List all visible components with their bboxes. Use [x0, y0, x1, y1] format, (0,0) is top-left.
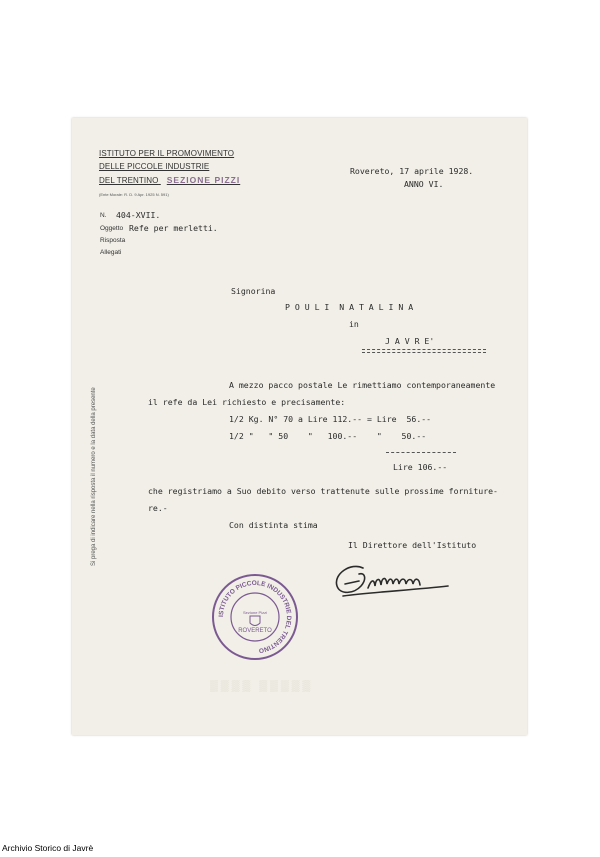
- place-date: Rovereto, 17 aprile 1928.: [350, 166, 474, 176]
- closing: Con distinta stima: [229, 520, 318, 530]
- signer-title: Il Direttore dell'Istituto: [348, 540, 477, 550]
- institute-stamp: [210, 572, 300, 662]
- letterhead-section: SEZIONE PIZZI: [166, 175, 241, 185]
- archive-footer: Archivio Storico di Javrè: [2, 843, 94, 853]
- item-line-2: 1/2 " " 50 " 100.-- " 50.--: [229, 431, 427, 441]
- oggetto-label: Oggetto: [100, 225, 124, 232]
- body-line-4: re.-: [148, 503, 168, 513]
- salutation: Signorina: [231, 286, 276, 296]
- year: ANNO VI.: [404, 179, 444, 189]
- director-signature: [323, 556, 473, 606]
- number-value: 404-XVII.: [116, 210, 161, 220]
- letterhead-line3: [99, 175, 240, 186]
- item-line-1: 1/2 Kg. N° 70 a Lire 112.-- = Lire 56.--: [229, 414, 432, 424]
- letterhead-line2: DELLE PICCOLE INDUSTRIE: [99, 162, 210, 171]
- oggetto-value: Refe per merletti.: [129, 223, 218, 233]
- recipient-place: J A V R E': [385, 336, 435, 346]
- svg-text:ISTITUTO PICCOLE INDUSTRIE DEL: [218, 580, 292, 654]
- recipient-name: P O U L I N A T A L I N A: [285, 302, 414, 312]
- body-line-1: A mezzo pacco postale Le rimettiamo contemporaneamente: [229, 380, 496, 390]
- total-rule: [386, 452, 456, 453]
- stamp-city: ROVERETO: [238, 628, 272, 634]
- show-through-text: ▒▒▒▒ ▒▒▒▒▒: [210, 680, 314, 692]
- letterhead-decree: (Ente Morale: R. D. 9 Apr. 1925 N. 591): [99, 192, 169, 197]
- letterhead-line1: ISTITUTO PER IL PROMOVIMENTO: [99, 149, 235, 158]
- stamp-text: ISTITUTO PICCOLE INDUSTRIE DEL TRENTINO: [217, 579, 293, 654]
- number-label: N.: [100, 212, 107, 219]
- recipient-in: in: [349, 319, 359, 329]
- body-line-3: che registriamo a Suo debito verso trattenute sulle prossime forniture-: [148, 486, 498, 496]
- stamp-sub: Sezione Pizzi: [242, 610, 268, 615]
- risposta-label: Risposta: [100, 237, 126, 244]
- allegati-label: Allegati: [100, 249, 122, 256]
- body-line-2: il refe da Lei richiesto e precisamente:: [148, 397, 346, 407]
- recipient-underline-2: [362, 352, 486, 353]
- recipient-underline: [362, 349, 486, 350]
- side-note: Si prega di indicare nella risposta il numero e la data della presente: [91, 387, 97, 566]
- letterhead-line3-text: DEL TRENTINO: [99, 176, 159, 185]
- total: Lire 106.--: [393, 462, 448, 472]
